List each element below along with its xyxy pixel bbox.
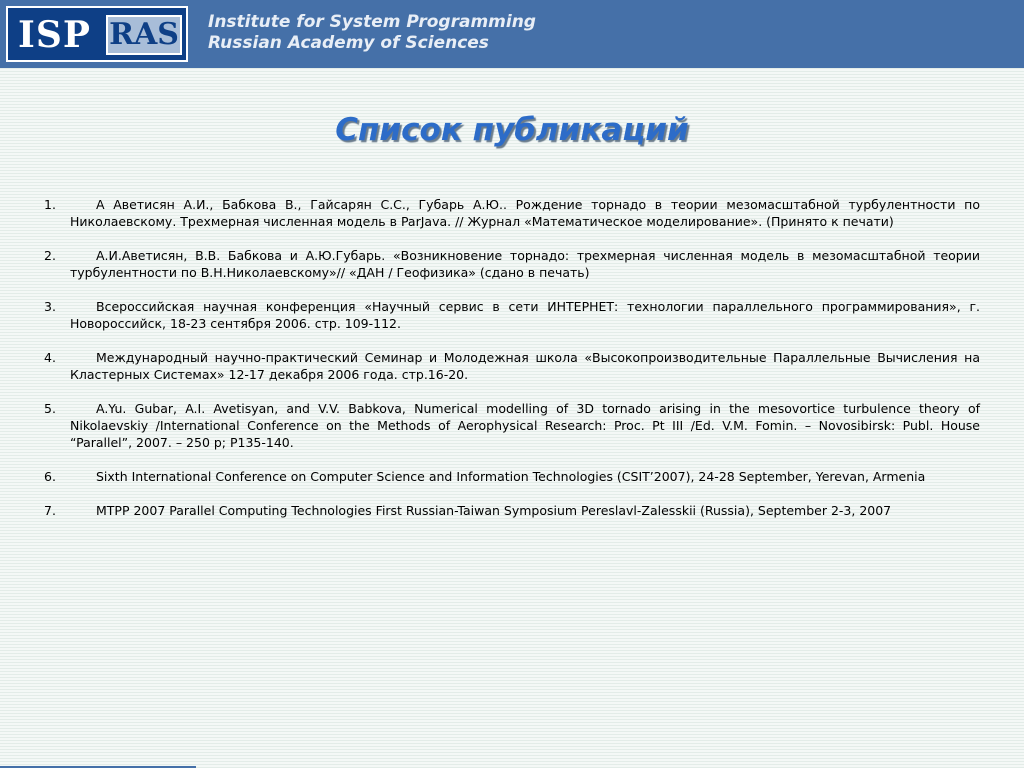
item-text: Sixth International Conference on Computer Science and Information Technologies (CSIT’2007), 24-28 September, Yerevan, Armenia [96, 469, 926, 484]
page-title: Список публикаций [335, 112, 689, 148]
list-item [44, 298, 980, 332]
item-text: Всероссийская научная конференция «Научный сервис в сети ИНТЕРНЕТ: технологии параллельного программирования», г. Новороссийск, 18-23 сентября 2006. стр. 109-112. [70, 299, 980, 331]
logo-isp-text: ISP [18, 14, 91, 56]
ispras-logo [6, 6, 188, 62]
item-number: 5. [44, 401, 56, 416]
institute-name-line1: Institute for System Programming [208, 12, 536, 32]
item-number: 1. [44, 197, 56, 212]
list-item [44, 349, 980, 383]
list-item [44, 502, 980, 519]
item-text: A.Yu. Gubar, A.I. Avetisyan, and V.V. Babkova, Numerical modelling of 3D tornado arising in the mesovortice turbulence theory of Nikolaevskiy /International Conference on the Methods of Aerophysical Research: Proc. Pt III /Ed. V.M. Fomin. – Novosibirsk: Publ. House “Parallel”, 2007. – 250 p; P135-140. [70, 401, 980, 450]
list-item [44, 247, 980, 281]
item-number: 3. [44, 299, 56, 314]
item-number: 6. [44, 469, 56, 484]
item-number: 4. [44, 350, 56, 365]
item-number: 7. [44, 503, 56, 518]
list-item [44, 400, 980, 451]
item-text: А.И.Аветисян, В.В. Бабкова и А.Ю.Губарь. «Возникновение торнадо: трехмерная численная модель в мезомасштабной теории турбулентности по В.Н.Николаевскому»// «ДАН / Геофизика» (сдано в печать) [70, 248, 980, 280]
list-item [44, 196, 980, 230]
institute-name-line2: Russian Academy of Sciences [208, 33, 489, 53]
header-banner [0, 0, 1024, 68]
item-text: А Аветисян А.И., Бабкова В., Гайсарян С.С., Губарь А.Ю.. Рождение торнадо в теории мезомасштабной турбулентности по Николаевскому. Трехмерная численная модель в ParJava. // Журнал «Математическое моделирование». (Принято к печати) [70, 197, 980, 229]
item-text: Международный научно-практический Семинар и Молодежная школа «Высокопроизводительные Параллельные Вычисления на Кластерных Системах» 12-17 декабря 2006 года. стр.16-20. [70, 350, 980, 382]
item-number: 2. [44, 248, 56, 263]
list-item [44, 468, 980, 485]
publication-list [44, 196, 980, 536]
logo-ras-text: RAS [106, 15, 182, 55]
institute-name [208, 12, 536, 54]
item-text: MTPP 2007 Parallel Computing Technologies First Russian-Taiwan Symposium Pereslavl-Zalesskii (Russia), September 2-3, 2007 [96, 503, 892, 518]
